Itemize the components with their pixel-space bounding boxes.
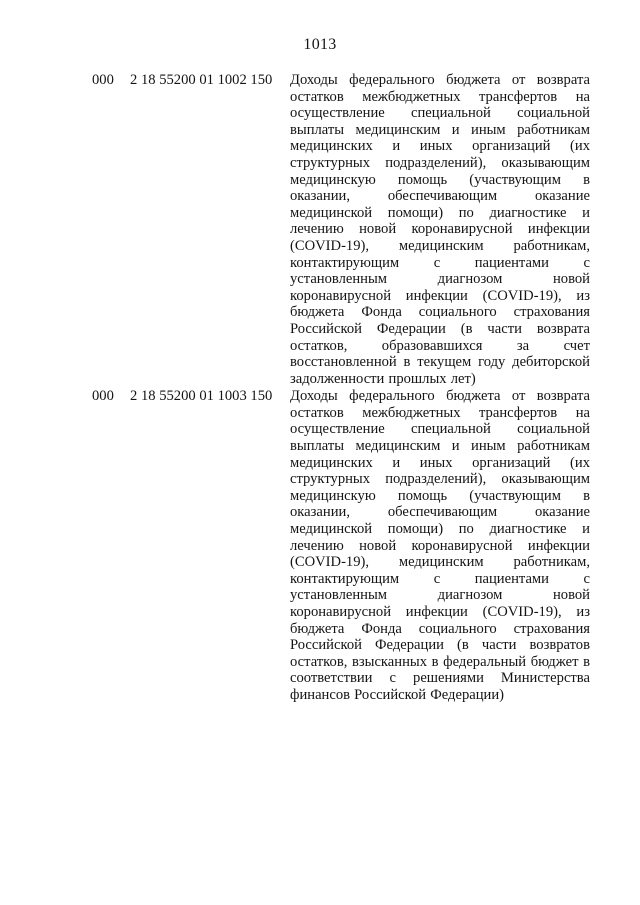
budget-code-list xyxy=(92,72,602,705)
administrator-code: 000 xyxy=(92,72,114,88)
income-description: Доходы федерального бюджета от возврата остатков межбюджетных трансфертов на осуществление специальной социальной выплаты медицинским и иным работникам медицинских и иных организаций (их структурных подразделений), оказывающим медицинскую помощь (участвующим в оказании, обеспечивающим оказание медицинской помощи) по диагностике и лечению новой коронавирусной инфекции (COVID-19), медицинским работникам, контактирующим с пациентами с установленным диагнозом новой коронавирусной инфекции (COVID-19), из бюджета Фонда социального страхования Российской Федерации (в части возврата остатков, образовавшихся за счет восстановленной в текущем году дебиторской задолженности прошлых лет) xyxy=(290,72,590,387)
income-description: Доходы федерального бюджета от возврата остатков межбюджетных трансфертов на осуществление специальной социальной выплаты медицинским и иным работникам медицинских и иных организаций (их структурных подразделений), оказывающим медицинскую помощь (участвующим в оказании, обеспечивающим оказание медицинской помощи) по диагностике и лечению новой коронавирусной инфекции (COVID-19), медицинским работникам, контактирующим с пациентами с установленным диагнозом новой коронавирусной инфекции (COVID-19), из бюджета Фонда социального страхования Российской Федерации (в части возвратов остатков, взысканных в федеральный бюджет в соответствии с решениями Министерства финансов Российской Федерации) xyxy=(290,388,590,703)
page-number: 1013 xyxy=(303,36,337,53)
budget-code-entry xyxy=(92,388,602,703)
administrator-code: 000 xyxy=(92,388,114,405)
income-classification-code: 2 18 55200 01 1003 150 xyxy=(130,388,273,405)
income-classification-code: 2 18 55200 01 1002 150 xyxy=(130,72,273,88)
budget-code-entry xyxy=(92,72,602,387)
